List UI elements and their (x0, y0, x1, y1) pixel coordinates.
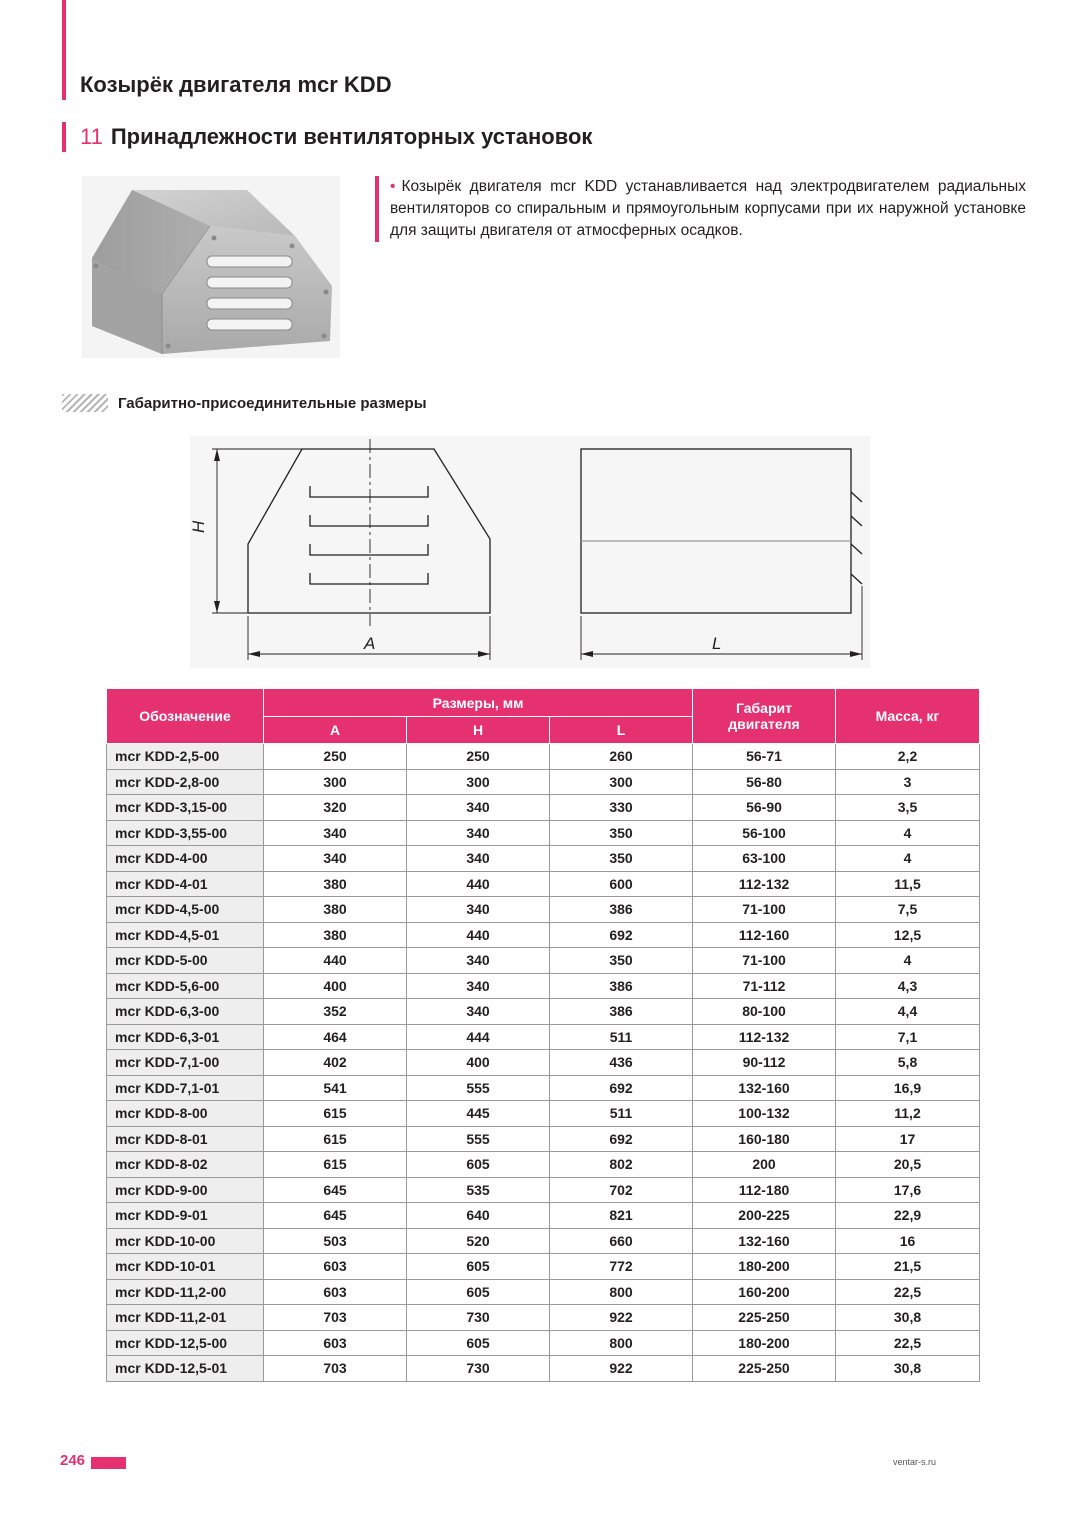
table-cell: 922 (550, 1305, 693, 1331)
table-cell: mcr KDD-6,3-00 (107, 999, 264, 1025)
table-cell: 300 (407, 769, 550, 795)
table-cell: 350 (550, 948, 693, 974)
table-cell: 340 (264, 820, 407, 846)
specification-table-body (107, 744, 980, 1382)
table-cell: 22,5 (836, 1330, 980, 1356)
table-cell: 386 (550, 999, 693, 1025)
table-cell: 132-160 (693, 1075, 836, 1101)
table-cell: 4 (836, 948, 980, 974)
table-cell: 16 (836, 1228, 980, 1254)
table-cell: 640 (407, 1203, 550, 1229)
table-cell: 603 (264, 1279, 407, 1305)
table-cell: 692 (550, 922, 693, 948)
table-cell: mcr KDD-4-01 (107, 871, 264, 897)
table-cell: 300 (264, 769, 407, 795)
table-row (107, 744, 980, 770)
dimension-drawing-svg (190, 436, 870, 668)
table-cell: 71-100 (693, 948, 836, 974)
table-row (107, 820, 980, 846)
table-cell: 112-160 (693, 922, 836, 948)
dimension-drawing (190, 436, 870, 668)
table-cell: 821 (550, 1203, 693, 1229)
table-row (107, 1254, 980, 1280)
label-h: H (190, 520, 208, 533)
table-cell: 5,8 (836, 1050, 980, 1076)
table-cell: 605 (407, 1152, 550, 1178)
table-cell: 56-71 (693, 744, 836, 770)
table-cell: 444 (407, 1024, 550, 1050)
table-cell: 22,9 (836, 1203, 980, 1229)
table-cell: 603 (264, 1330, 407, 1356)
table-row (107, 1075, 980, 1101)
table-cell: 4,4 (836, 999, 980, 1025)
table-row (107, 1024, 980, 1050)
table-cell: 400 (407, 1050, 550, 1076)
table-cell: 160-200 (693, 1279, 836, 1305)
table-cell: 20,5 (836, 1152, 980, 1178)
table-cell: 511 (550, 1101, 693, 1127)
table-cell: 380 (264, 922, 407, 948)
table-row (107, 922, 980, 948)
table-row (107, 846, 980, 872)
page-title: Козырёк двигателя mcr KDD (80, 72, 392, 97)
table-cell: 380 (264, 897, 407, 923)
page-number-bar (91, 1457, 126, 1469)
table-cell: 30,8 (836, 1356, 980, 1382)
table-row (107, 795, 980, 821)
table-cell: 63-100 (693, 846, 836, 872)
table-cell: 112-180 (693, 1177, 836, 1203)
table-cell: 772 (550, 1254, 693, 1280)
table-cell: 340 (407, 795, 550, 821)
table-cell: 56-100 (693, 820, 836, 846)
table-cell: 386 (550, 973, 693, 999)
table-cell: mcr KDD-4,5-00 (107, 897, 264, 923)
motor-cover-illustration (82, 176, 340, 358)
table-cell: mcr KDD-3,55-00 (107, 820, 264, 846)
table-row (107, 1126, 980, 1152)
table-cell: 350 (550, 846, 693, 872)
table-cell: 440 (264, 948, 407, 974)
header-l: L (550, 717, 693, 744)
table-row (107, 871, 980, 897)
table-cell: 100-132 (693, 1101, 836, 1127)
table-cell: 440 (407, 871, 550, 897)
table-cell: 160-180 (693, 1126, 836, 1152)
table-cell: 511 (550, 1024, 693, 1050)
table-cell: mcr KDD-11,2-01 (107, 1305, 264, 1331)
table-cell: 21,5 (836, 1254, 980, 1280)
table-cell: 541 (264, 1075, 407, 1101)
table-cell: mcr KDD-11,2-00 (107, 1279, 264, 1305)
table-cell: 703 (264, 1356, 407, 1382)
section-title-text: Принадлежности вентиляторных установок (110, 124, 593, 149)
table-cell: 12,5 (836, 922, 980, 948)
table-cell: 4,3 (836, 973, 980, 999)
table-row (107, 1152, 980, 1178)
table-row (107, 973, 980, 999)
table-row (107, 769, 980, 795)
header-dimensions: Размеры, мм (264, 689, 693, 717)
table-cell: mcr KDD-8-00 (107, 1101, 264, 1127)
top-accent-bar (62, 0, 66, 100)
table-cell: mcr KDD-3,15-00 (107, 795, 264, 821)
table-row (107, 1279, 980, 1305)
table-cell: 56-80 (693, 769, 836, 795)
table-cell: 11,5 (836, 871, 980, 897)
table-row (107, 1050, 980, 1076)
table-cell: 90-112 (693, 1050, 836, 1076)
dimensions-heading-text: Габаритно-присоединительные размеры (118, 394, 427, 412)
table-row (107, 1203, 980, 1229)
section-accent-bar (62, 122, 66, 152)
table-cell: 800 (550, 1279, 693, 1305)
table-cell: 615 (264, 1152, 407, 1178)
table-row (107, 1356, 980, 1382)
table-cell: 645 (264, 1203, 407, 1229)
table-row (107, 1177, 980, 1203)
table-cell: 30,8 (836, 1305, 980, 1331)
table-cell: 922 (550, 1356, 693, 1382)
table-cell: 250 (407, 744, 550, 770)
table-cell: 340 (407, 820, 550, 846)
table-cell: 380 (264, 871, 407, 897)
table-cell: 730 (407, 1305, 550, 1331)
table-row (107, 948, 980, 974)
table-cell: 2,2 (836, 744, 980, 770)
table-cell: mcr KDD-8-01 (107, 1126, 264, 1152)
table-cell: 386 (550, 897, 693, 923)
table-cell: 3,5 (836, 795, 980, 821)
table-cell: 112-132 (693, 871, 836, 897)
table-cell: 250 (264, 744, 407, 770)
table-cell: mcr KDD-12,5-00 (107, 1330, 264, 1356)
table-cell: 692 (550, 1075, 693, 1101)
description-accent-bar (375, 176, 379, 242)
table-cell: 180-200 (693, 1330, 836, 1356)
header-a: A (264, 717, 407, 744)
table-cell: mcr KDD-4,5-01 (107, 922, 264, 948)
table-row (107, 1101, 980, 1127)
table-cell: 555 (407, 1126, 550, 1152)
dimensions-heading (62, 392, 427, 414)
table-cell: mcr KDD-8-02 (107, 1152, 264, 1178)
site-url: ventar-s.ru (893, 1457, 937, 1467)
section-number: 11 (80, 124, 103, 149)
table-cell: 800 (550, 1330, 693, 1356)
table-cell: 660 (550, 1228, 693, 1254)
table-cell: mcr KDD-4-00 (107, 846, 264, 872)
table-cell: 200 (693, 1152, 836, 1178)
table-cell: 350 (550, 820, 693, 846)
table-cell: 22,5 (836, 1279, 980, 1305)
table-cell: 180-200 (693, 1254, 836, 1280)
table-cell: 3 (836, 769, 980, 795)
table-cell: 71-100 (693, 897, 836, 923)
table-row (107, 999, 980, 1025)
table-cell: 535 (407, 1177, 550, 1203)
table-cell: 17 (836, 1126, 980, 1152)
table-cell: mcr KDD-10-01 (107, 1254, 264, 1280)
table-cell: 340 (407, 846, 550, 872)
table-cell: mcr KDD-2,5-00 (107, 744, 264, 770)
table-cell: mcr KDD-7,1-01 (107, 1075, 264, 1101)
table-cell: 436 (550, 1050, 693, 1076)
table-cell: 340 (407, 999, 550, 1025)
table-row (107, 1305, 980, 1331)
table-cell: 802 (550, 1152, 693, 1178)
table-cell: 400 (264, 973, 407, 999)
table-cell: 200-225 (693, 1203, 836, 1229)
table-cell: 300 (550, 769, 693, 795)
table-cell: 340 (407, 948, 550, 974)
table-cell: 445 (407, 1101, 550, 1127)
table-cell: 17,6 (836, 1177, 980, 1203)
table-cell: 730 (407, 1356, 550, 1382)
header-mass: Масса, кг (836, 689, 980, 744)
table-cell: mcr KDD-10-00 (107, 1228, 264, 1254)
table-cell: 112-132 (693, 1024, 836, 1050)
table-cell: mcr KDD-2,8-00 (107, 769, 264, 795)
table-cell: 615 (264, 1101, 407, 1127)
table-cell: 605 (407, 1279, 550, 1305)
header-motor: Габарит двигателя (693, 689, 836, 744)
header-h: H (407, 717, 550, 744)
table-cell: 320 (264, 795, 407, 821)
table-cell: mcr KDD-9-00 (107, 1177, 264, 1203)
table-cell: 132-160 (693, 1228, 836, 1254)
table-row (107, 1228, 980, 1254)
header-designation: Обозначение (107, 689, 264, 744)
table-cell: 340 (407, 973, 550, 999)
table-cell: mcr KDD-5,6-00 (107, 973, 264, 999)
table-cell: mcr KDD-12,5-01 (107, 1356, 264, 1382)
table-cell: 603 (264, 1254, 407, 1280)
page-number: 246 (60, 1452, 86, 1469)
label-a: A (364, 634, 376, 653)
specification-table (106, 688, 980, 1382)
table-row (107, 1330, 980, 1356)
table-cell: 615 (264, 1126, 407, 1152)
table-cell: 703 (264, 1305, 407, 1331)
table-cell: mcr KDD-7,1-00 (107, 1050, 264, 1076)
table-cell: 605 (407, 1330, 550, 1356)
table-cell: 600 (550, 871, 693, 897)
table-cell: 520 (407, 1228, 550, 1254)
table-cell: 80-100 (693, 999, 836, 1025)
table-cell: 692 (550, 1126, 693, 1152)
table-cell: 260 (550, 744, 693, 770)
table-cell: 555 (407, 1075, 550, 1101)
table-cell: 11,2 (836, 1101, 980, 1127)
table-cell: mcr KDD-5-00 (107, 948, 264, 974)
table-cell: 225-250 (693, 1356, 836, 1382)
table-cell: 605 (407, 1254, 550, 1280)
table-cell: 16,9 (836, 1075, 980, 1101)
table-cell: 4 (836, 820, 980, 846)
table-cell: mcr KDD-9-01 (107, 1203, 264, 1229)
table-cell: mcr KDD-6,3-01 (107, 1024, 264, 1050)
table-cell: 464 (264, 1024, 407, 1050)
table-cell: 702 (550, 1177, 693, 1203)
table-cell: 340 (407, 897, 550, 923)
section-title (80, 122, 592, 152)
table-cell: 7,1 (836, 1024, 980, 1050)
label-l: L (712, 634, 722, 653)
table-cell: 340 (264, 846, 407, 872)
table-cell: 330 (550, 795, 693, 821)
table-cell: 56-90 (693, 795, 836, 821)
table-cell: 4 (836, 846, 980, 872)
table-row (107, 897, 980, 923)
hatch-icon (62, 394, 108, 412)
product-photo (82, 176, 340, 358)
table-cell: 645 (264, 1177, 407, 1203)
table-cell: 440 (407, 922, 550, 948)
table-cell: 7,5 (836, 897, 980, 923)
product-description (390, 176, 1026, 242)
table-cell: 402 (264, 1050, 407, 1076)
table-cell: 503 (264, 1228, 407, 1254)
table-cell: 225-250 (693, 1305, 836, 1331)
bullet-icon: • (390, 178, 396, 195)
description-text: Козырёк двигателя mcr KDD устанавливается над электродвигателем радиальных вентиляторов со спиральным и прямоугольным корпусами при их наружной установке для защиты двигателя от атмосферных осадков. (390, 178, 1026, 239)
table-cell: 352 (264, 999, 407, 1025)
table-cell: 71-112 (693, 973, 836, 999)
